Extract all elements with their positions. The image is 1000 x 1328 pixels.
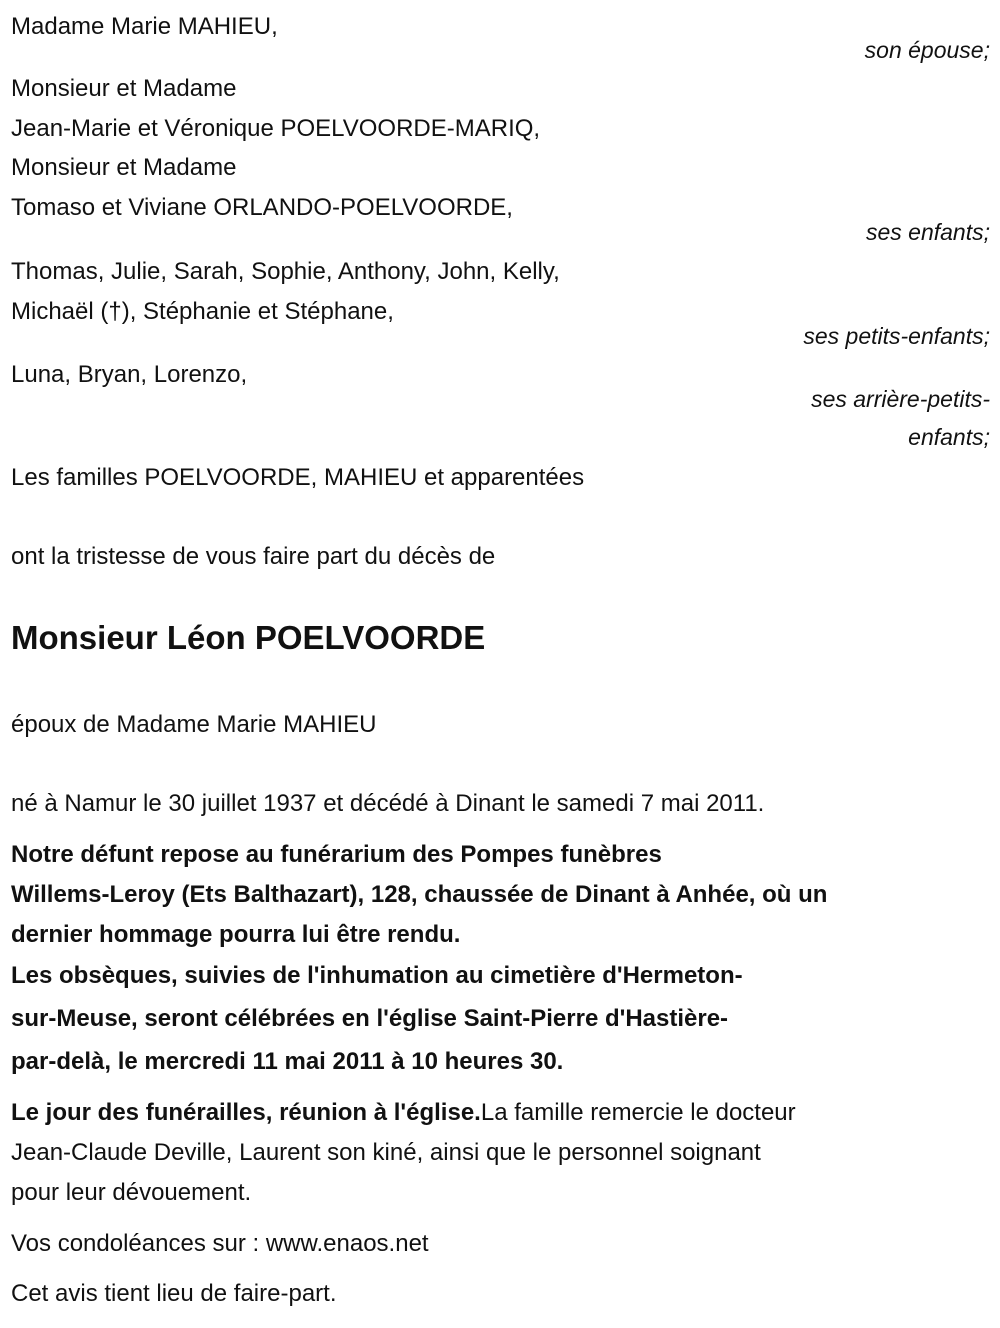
great-grandchildren-role: ses arrière-petits- [811,386,990,412]
deceased-name: Monsieur Léon POELVOORDE [11,619,486,656]
children-role: ses enfants; [865,219,990,245]
funeral-line: par-delà, le mercredi 11 mai 2011 à 10 heures 30. [11,1048,564,1075]
grandchildren-role: ses petits-enfants; [803,323,990,349]
spouse-of: époux de Madame Marie MAHIEU [11,711,377,738]
children-line: Jean-Marie et Véronique POELVOORDE-MARIQ, [11,115,541,142]
funerarium-line: Willems-Leroy (Ets Balthazart), 128, chaussée de Dinant à Anhée, où un [11,881,828,908]
birth-death: né à Namur le 30 juillet 1937 et décédé à Dinant le samedi 7 mai 2011. [11,790,765,817]
spouse-role: son épouse; [864,37,990,63]
great-grandchildren: Luna, Bryan, Lorenzo, [11,361,248,388]
condolences: Vos condoléances sur : www.enaos.net [11,1230,429,1257]
families: Les familles POELVOORDE, MAHIEU et apparentées [11,464,585,491]
children-line: Monsieur et Madame [11,154,237,181]
funeral-line: Les obsèques, suivies de l'inhumation au cimetière d'Hermeton- [11,962,743,989]
thanks-line: pour leur dévouement. [11,1179,252,1206]
grandchildren-line: Thomas, Julie, Sarah, Sophie, Anthony, John, Kelly, [11,258,560,285]
children-line: Monsieur et Madame [11,75,237,102]
funeral-line: sur-Meuse, seront célébrées en l'église Saint-Pierre d'Hastière- [11,1005,729,1032]
thanks-text: La famille remercie le docteur [480,1099,796,1126]
spouse-name: Madame Marie MAHIEU, [11,13,278,40]
children-line: Tomaso et Viviane ORLANDO-POELVOORDE, [11,194,513,221]
gathering-info: Le jour des funérailles, réunion à l'église. [11,1099,481,1126]
grandchildren-line: Michaël (†), Stéphanie et Stéphane, [11,298,394,325]
thanks-line [11,1093,796,1133]
thanks-line: Jean-Claude Deville, Laurent son kiné, ainsi que le personnel soignant [11,1139,761,1166]
funerarium-line: dernier hommage pourra lui être rendu. [11,921,461,948]
funerarium-line: Notre défunt repose au funérarium des Pompes funèbres [11,841,662,868]
notice: Cet avis tient lieu de faire-part. [11,1280,337,1307]
great-grandchildren-role: enfants; [908,424,990,450]
announcement: ont la tristesse de vous faire part du décès de [11,543,496,570]
